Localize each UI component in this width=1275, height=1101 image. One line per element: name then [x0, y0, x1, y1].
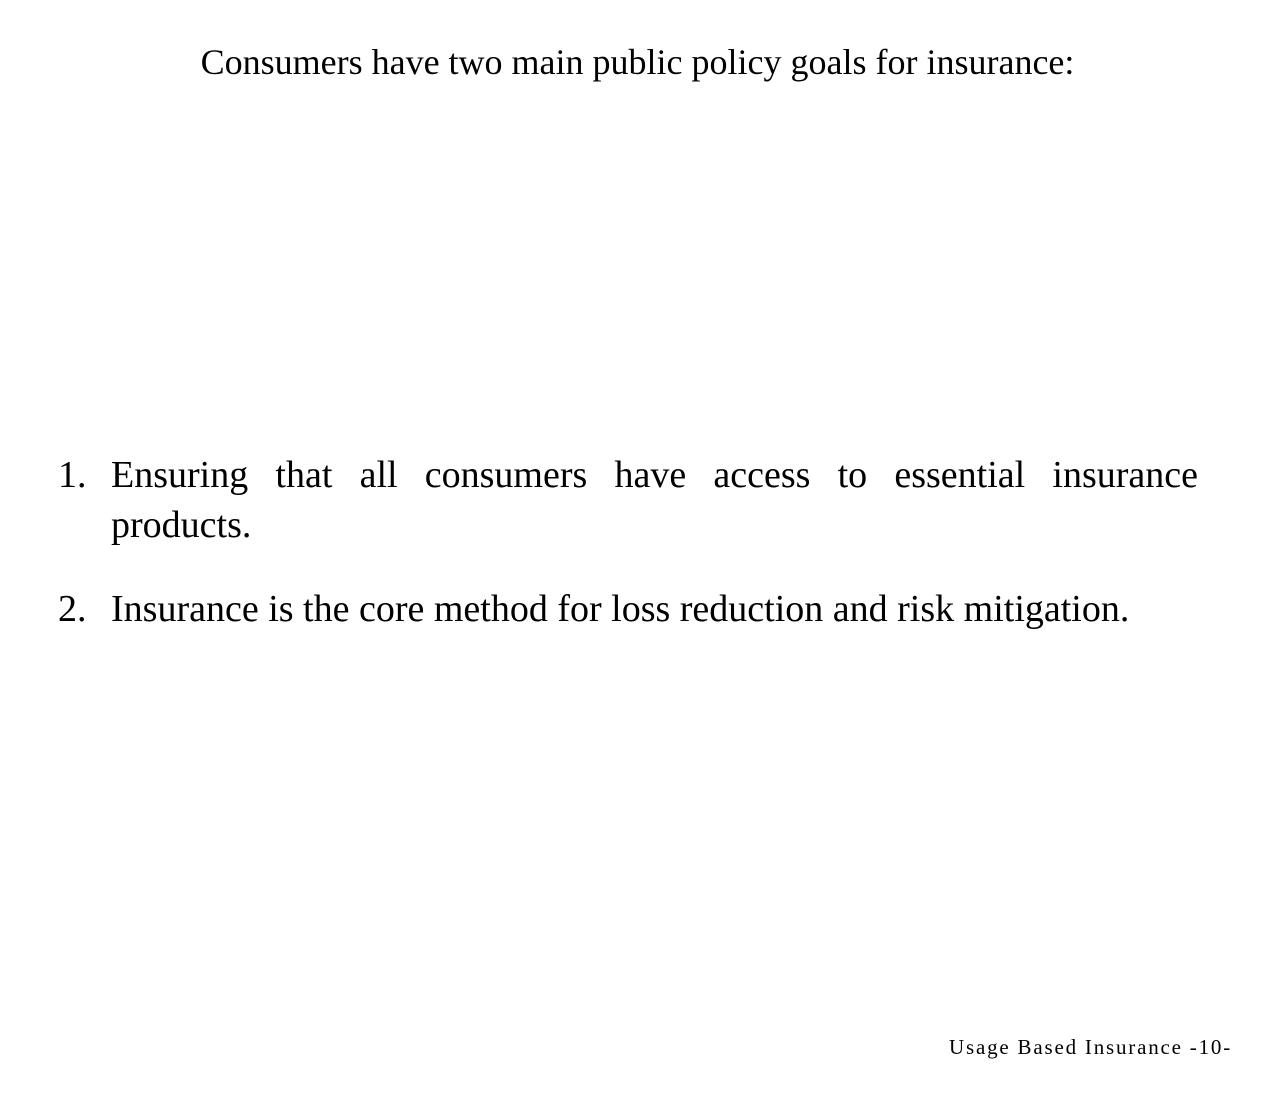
- goal-text: Insurance is the core method for loss reduction and risk mitigation.: [111, 588, 1130, 630]
- goal-number: 2.: [58, 588, 87, 630]
- goal-item-1: [58, 450, 1198, 550]
- goal-list: [58, 450, 1198, 668]
- goal-number: 1.: [58, 454, 87, 496]
- goal-text: Ensuring that all consumers have access to essential insurance products.: [111, 454, 1198, 546]
- slide-title: Consumers have two main public policy goals for insurance:: [200, 42, 1075, 82]
- goal-item-2: [58, 584, 1198, 634]
- slide-footer: Usage Based Insurance -10-: [949, 1035, 1232, 1059]
